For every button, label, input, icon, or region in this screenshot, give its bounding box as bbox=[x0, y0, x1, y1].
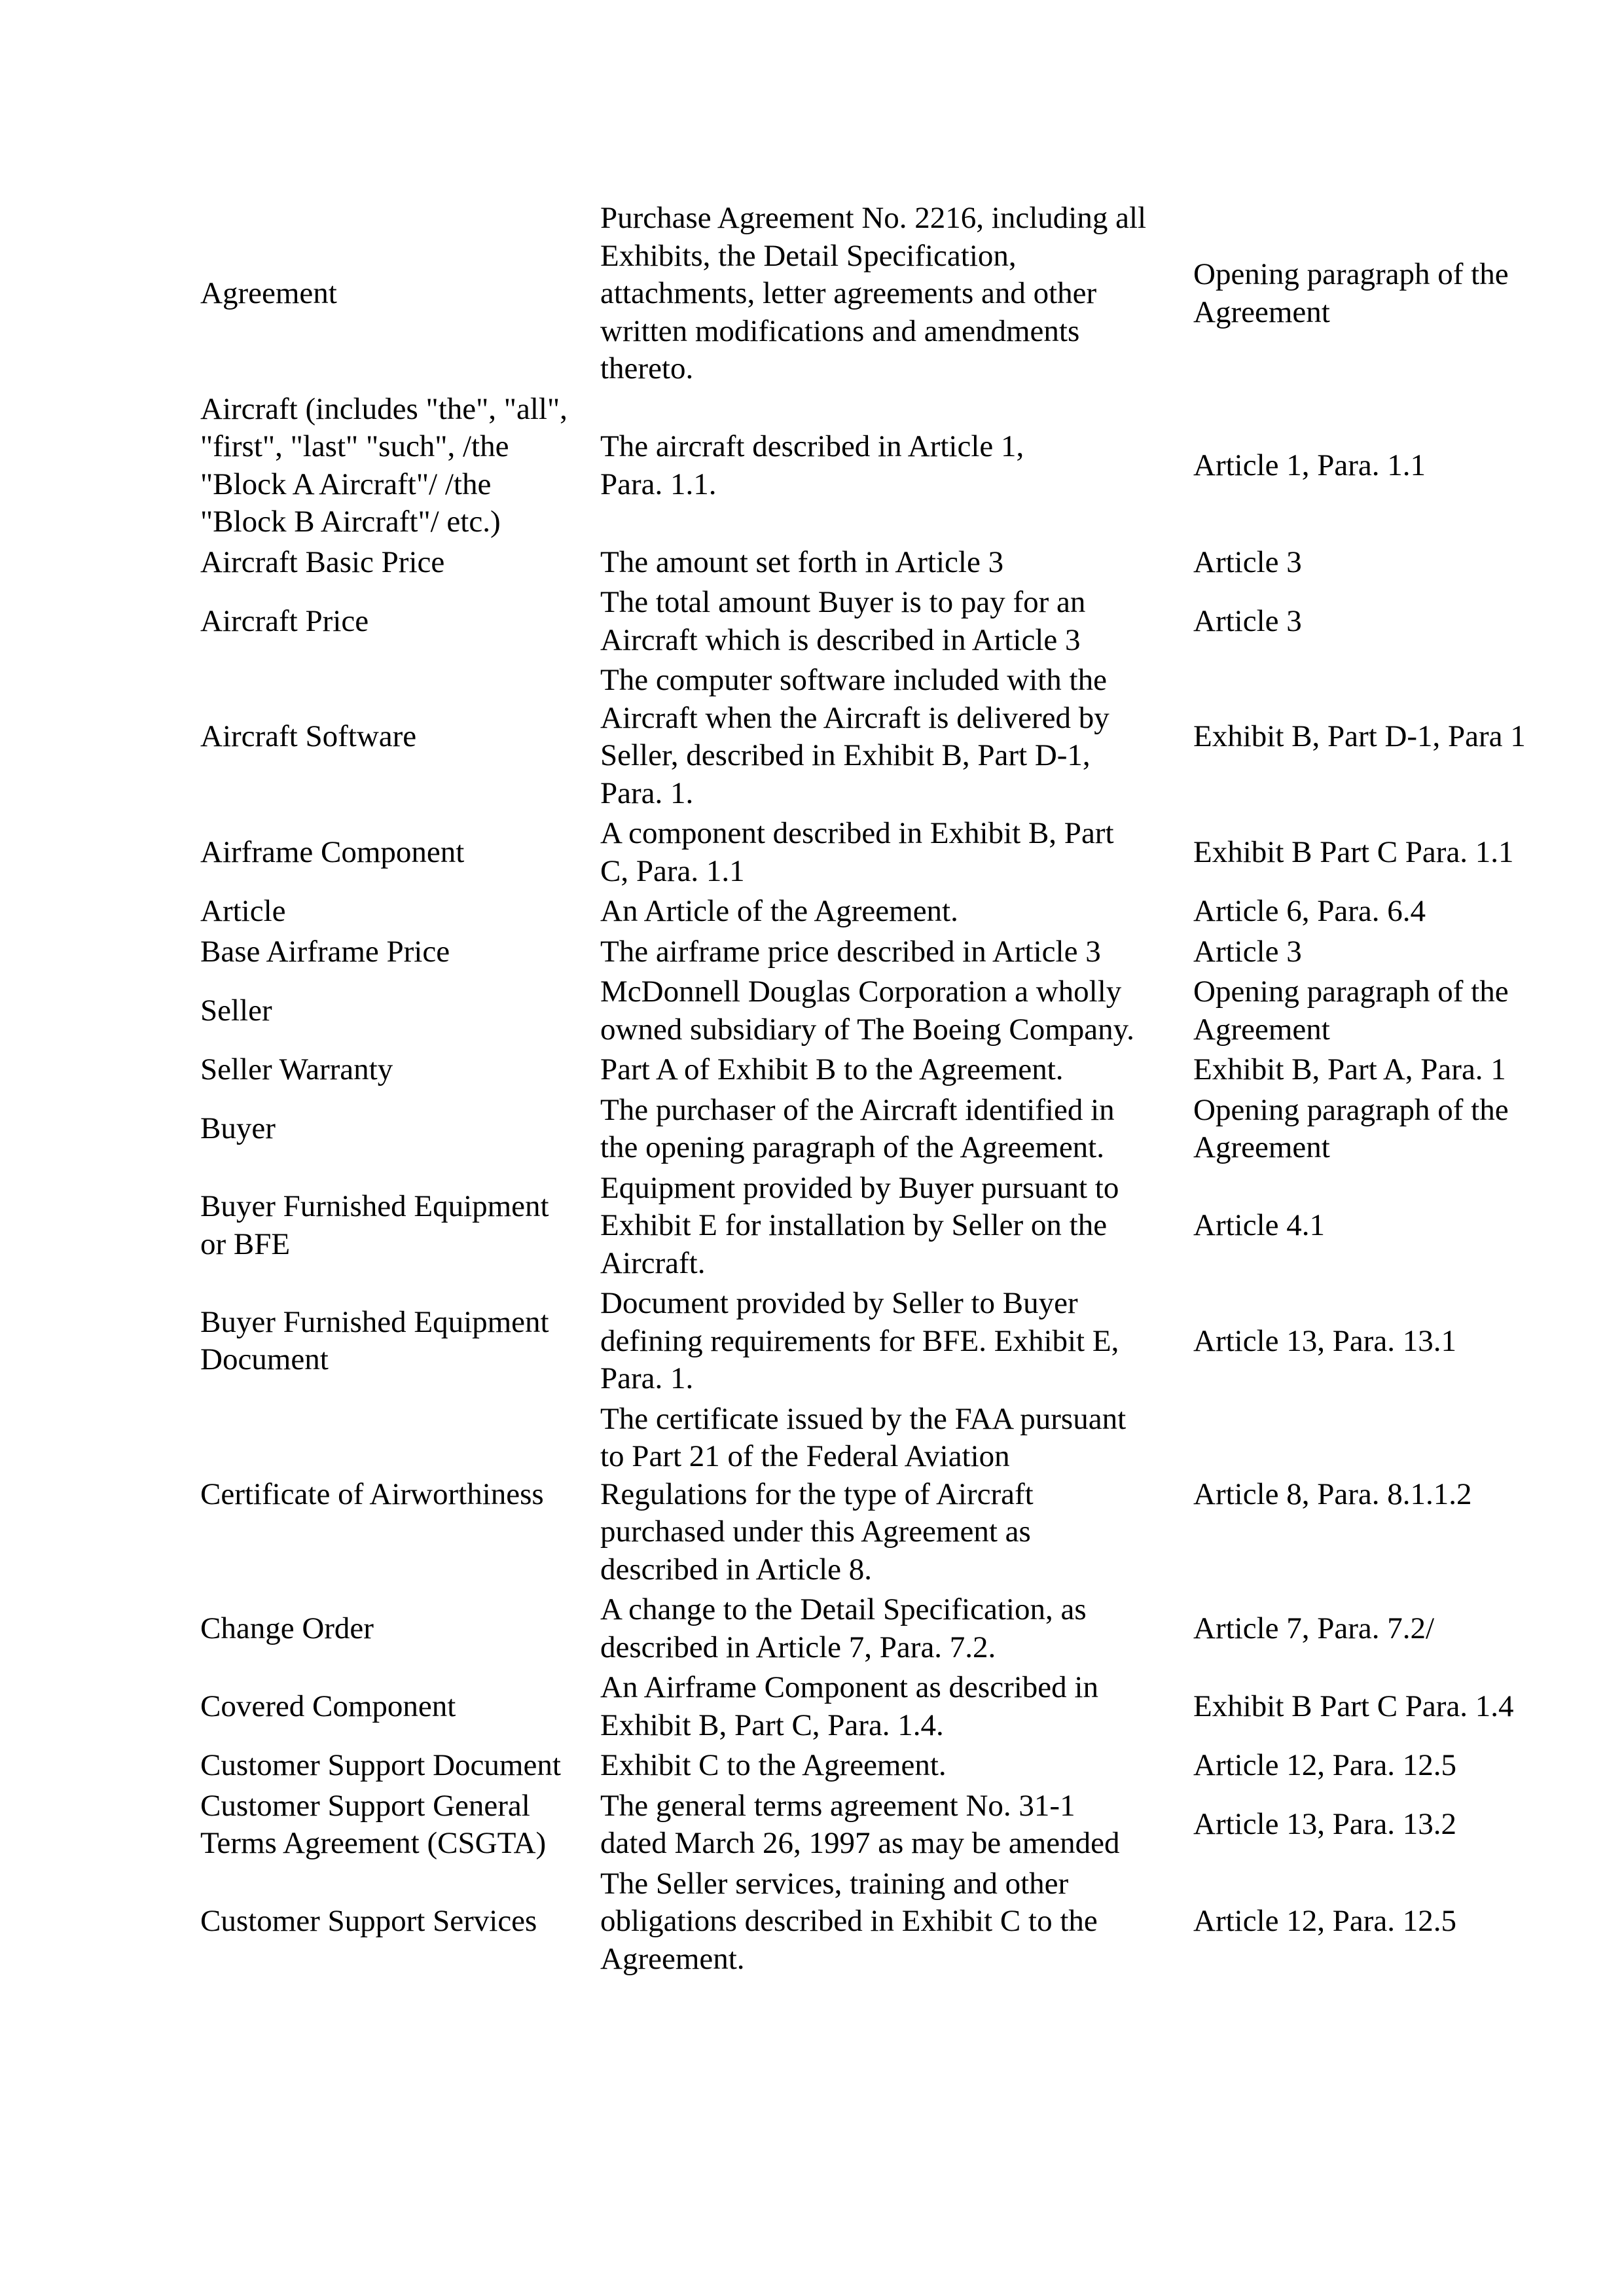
reference-text bbox=[1193, 932, 1542, 973]
definition-text-line: Seller, described in Exhibit B, Part D-1, bbox=[600, 738, 1091, 772]
definition-text-line: written modifications and amendments bbox=[600, 314, 1080, 348]
defined-term-line: Aircraft Basic Price bbox=[200, 545, 445, 579]
defined-term-line: Seller Warranty bbox=[200, 1052, 393, 1086]
reference-text-line: Article 13, Para. 13.2 bbox=[1193, 1807, 1457, 1842]
defined-term bbox=[200, 1746, 600, 1786]
reference-text-line: Article 3 bbox=[1193, 603, 1302, 638]
definition-row bbox=[200, 1746, 1542, 1786]
definition-row bbox=[200, 932, 1542, 973]
definition-row bbox=[200, 891, 1542, 932]
reference-text-line: Article 8, Para. 8.1.1.2 bbox=[1193, 1477, 1472, 1511]
definition-row bbox=[200, 1399, 1542, 1590]
definition-text-line: Para. 1. bbox=[600, 1361, 694, 1395]
reference-text-line: Article 13, Para. 13.1 bbox=[1193, 1323, 1457, 1358]
definition-text-line: Document provided by Seller to Buyer bbox=[600, 1286, 1078, 1320]
reference-text bbox=[1193, 1590, 1542, 1668]
definition-text bbox=[600, 1786, 1193, 1864]
reference-text bbox=[1193, 1399, 1542, 1590]
definition-text-line: Exhibit C to the Agreement. bbox=[600, 1748, 947, 1782]
definition-text-line: Exhibit E for installation by Seller on the bbox=[600, 1208, 1108, 1242]
definition-row bbox=[200, 660, 1542, 814]
reference-text bbox=[1193, 543, 1542, 583]
defined-term-line: Base Airframe Price bbox=[200, 934, 450, 969]
defined-term-line: Buyer Furnished Equipment bbox=[200, 1304, 549, 1339]
definition-text-line: Part A of Exhibit B to the Agreement. bbox=[600, 1052, 1064, 1086]
definition-text-line: to Part 21 of the Federal Aviation bbox=[600, 1439, 1010, 1473]
reference-text bbox=[1193, 814, 1542, 891]
reference-text bbox=[1193, 1283, 1542, 1399]
defined-term bbox=[200, 972, 600, 1050]
definition-text-line: described in Article 7, Para. 7.2. bbox=[600, 1630, 996, 1664]
reference-text-line: Agreement bbox=[1193, 295, 1330, 329]
defined-term-line: Article bbox=[200, 894, 286, 928]
reference-text bbox=[1193, 660, 1542, 814]
defined-term bbox=[200, 891, 600, 932]
definition-text-line: A change to the Detail Specification, as bbox=[600, 1592, 1087, 1626]
reference-text-line: Article 4.1 bbox=[1193, 1208, 1325, 1242]
reference-text-line: Article 3 bbox=[1193, 545, 1302, 579]
defined-term bbox=[200, 198, 600, 389]
definition-row bbox=[200, 389, 1542, 543]
definition-text-line: Purchase Agreement No. 2216, including all bbox=[600, 201, 1147, 235]
definition-row bbox=[200, 1786, 1542, 1864]
reference-text bbox=[1193, 1168, 1542, 1284]
definition-row bbox=[200, 198, 1542, 389]
definition-row bbox=[200, 1283, 1542, 1399]
definition-text bbox=[600, 1590, 1193, 1668]
definition-row bbox=[200, 814, 1542, 891]
definition-text-line: An Article of the Agreement. bbox=[600, 894, 958, 928]
definition-text-line: The Seller services, training and other bbox=[600, 1866, 1069, 1901]
definition-text-line: the opening paragraph of the Agreement. bbox=[600, 1130, 1104, 1164]
reference-text bbox=[1193, 1864, 1542, 1980]
definition-text bbox=[600, 1668, 1193, 1746]
defined-term bbox=[200, 1786, 600, 1864]
defined-term bbox=[200, 814, 600, 891]
defined-term bbox=[200, 1050, 600, 1090]
reference-text-line: Article 1, Para. 1.1 bbox=[1193, 448, 1426, 482]
defined-term bbox=[200, 1590, 600, 1668]
defined-term-line: Buyer bbox=[200, 1111, 276, 1146]
definition-text-line: purchased under this Agreement as bbox=[600, 1515, 1031, 1549]
reference-text-line: Opening paragraph of the bbox=[1193, 975, 1509, 1009]
defined-term-line: Customer Support Document bbox=[200, 1748, 561, 1782]
defined-term bbox=[200, 543, 600, 583]
definition-text-line: Exhibit B, Part C, Para. 1.4. bbox=[600, 1708, 944, 1742]
definition-row bbox=[200, 583, 1542, 660]
definition-text-line: attachments, letter agreements and other bbox=[600, 276, 1097, 310]
definition-text-line: Para. 1. bbox=[600, 776, 694, 810]
reference-text-line: Article 12, Para. 12.5 bbox=[1193, 1748, 1457, 1782]
defined-term-line: Aircraft Software bbox=[200, 719, 417, 754]
reference-text bbox=[1193, 1786, 1542, 1864]
definition-text bbox=[600, 972, 1193, 1050]
reference-text bbox=[1193, 389, 1542, 543]
defined-term bbox=[200, 1399, 600, 1590]
definition-text-line: Exhibits, the Detail Specification, bbox=[600, 238, 1017, 273]
reference-text bbox=[1193, 1668, 1542, 1746]
definition-text bbox=[600, 1283, 1193, 1399]
definition-text bbox=[600, 1864, 1193, 1980]
definition-row bbox=[200, 1668, 1542, 1746]
defined-term-line: "Block B Aircraft"/ etc.) bbox=[200, 505, 501, 539]
definition-text-line: defining requirements for BFE. Exhibit E, bbox=[600, 1323, 1119, 1358]
defined-term bbox=[200, 389, 600, 543]
reference-text-line: Agreement bbox=[1193, 1130, 1330, 1164]
defined-term-line: Covered Component bbox=[200, 1689, 456, 1723]
reference-text bbox=[1193, 1090, 1542, 1168]
defined-term bbox=[200, 1090, 600, 1168]
definition-text-line: Equipment provided by Buyer pursuant to bbox=[600, 1170, 1119, 1205]
reference-text-line: Exhibit B Part C Para. 1.1 bbox=[1193, 834, 1514, 869]
definition-text-line: Aircraft. bbox=[600, 1246, 706, 1280]
defined-term-line: "first", "last" "such", /the bbox=[200, 429, 509, 463]
defined-term bbox=[200, 660, 600, 814]
definition-text-line: Aircraft when the Aircraft is delivered by bbox=[600, 700, 1110, 735]
defined-term bbox=[200, 583, 600, 660]
reference-text-line: Article 3 bbox=[1193, 934, 1302, 969]
definitions-table bbox=[200, 198, 1542, 1979]
definition-row bbox=[200, 972, 1542, 1050]
definition-text-line: The total amount Buyer is to pay for an bbox=[600, 585, 1086, 619]
definition-text bbox=[600, 198, 1193, 389]
definition-row bbox=[200, 1590, 1542, 1668]
defined-term-line: Buyer Furnished Equipment bbox=[200, 1189, 549, 1224]
definition-text bbox=[600, 932, 1193, 973]
reference-text bbox=[1193, 972, 1542, 1050]
definition-text-line: An Airframe Component as described in bbox=[600, 1670, 1098, 1704]
definition-text bbox=[600, 389, 1193, 543]
reference-text-line: Opening paragraph of the bbox=[1193, 1092, 1509, 1127]
definition-text-line: The certificate issued by the FAA pursuant bbox=[600, 1401, 1127, 1436]
defined-term-line: Document bbox=[200, 1342, 329, 1377]
defined-term bbox=[200, 1668, 600, 1746]
reference-text bbox=[1193, 583, 1542, 660]
definition-text bbox=[600, 891, 1193, 932]
defined-term-line: Customer Support General bbox=[200, 1788, 530, 1823]
defined-term bbox=[200, 1864, 600, 1980]
reference-text-line: Article 7, Para. 7.2/ bbox=[1193, 1611, 1435, 1645]
defined-term-line: Agreement bbox=[200, 276, 337, 310]
definition-text-line: Para. 1.1. bbox=[600, 467, 717, 501]
defined-term bbox=[200, 1168, 600, 1284]
definition-text-line: obligations described in Exhibit C to the bbox=[600, 1904, 1098, 1938]
reference-text-line: Agreement bbox=[1193, 1012, 1330, 1047]
defined-term bbox=[200, 932, 600, 973]
reference-text bbox=[1193, 198, 1542, 389]
definition-text-line: thereto. bbox=[600, 351, 694, 386]
definition-row bbox=[200, 1864, 1542, 1980]
reference-text-line: Article 6, Para. 6.4 bbox=[1193, 894, 1426, 928]
reference-text bbox=[1193, 891, 1542, 932]
definition-text-line: The general terms agreement No. 31-1 bbox=[600, 1788, 1075, 1823]
definition-text bbox=[600, 1399, 1193, 1590]
definition-row bbox=[200, 543, 1542, 583]
defined-term-line: Seller bbox=[200, 993, 272, 1028]
defined-term-line: Change Order bbox=[200, 1611, 374, 1645]
definition-text-line: dated March 26, 1997 as may be amended bbox=[600, 1826, 1120, 1860]
definition-text-line: The purchaser of the Aircraft identified in bbox=[600, 1092, 1115, 1127]
definition-row bbox=[200, 1168, 1542, 1284]
definition-text-line: Agreement. bbox=[600, 1941, 745, 1976]
defined-term-line: Terms Agreement (CSGTA) bbox=[200, 1826, 547, 1860]
definition-text bbox=[600, 1050, 1193, 1090]
defined-term-line: Airframe Component bbox=[200, 834, 465, 869]
definition-text bbox=[600, 1168, 1193, 1284]
reference-text-line: Exhibit B Part C Para. 1.4 bbox=[1193, 1689, 1514, 1723]
reference-text bbox=[1193, 1050, 1542, 1090]
definition-text-line: The airframe price described in Article 3 bbox=[600, 934, 1101, 969]
definition-text-line: The computer software included with the bbox=[600, 663, 1107, 697]
definition-text-line: Regulations for the type of Aircraft bbox=[600, 1477, 1034, 1511]
reference-text-line: Opening paragraph of the bbox=[1193, 257, 1509, 292]
definition-row bbox=[200, 1090, 1542, 1168]
reference-text-line: Exhibit B, Part D-1, Para 1 bbox=[1193, 719, 1526, 754]
definition-text-line: McDonnell Douglas Corporation a wholly bbox=[600, 975, 1122, 1009]
definition-text-line: owned subsidiary of The Boeing Company. bbox=[600, 1012, 1134, 1047]
reference-text-line: Exhibit B, Part A, Para. 1 bbox=[1193, 1052, 1506, 1086]
definition-text bbox=[600, 543, 1193, 583]
definition-text-line: The aircraft described in Article 1, bbox=[600, 429, 1024, 463]
reference-text-line: Article 12, Para. 12.5 bbox=[1193, 1904, 1457, 1938]
definitions-table-body bbox=[200, 198, 1542, 1979]
definition-text-line: Aircraft which is described in Article 3 bbox=[600, 622, 1081, 657]
defined-term-line: "Block A Aircraft"/ /the bbox=[200, 467, 492, 501]
reference-text bbox=[1193, 1746, 1542, 1786]
definition-row bbox=[200, 1050, 1542, 1090]
definition-text-line: A component described in Exhibit B, Part bbox=[600, 816, 1114, 850]
defined-term-line: Aircraft (includes "the", "all", bbox=[200, 391, 568, 426]
definition-text-line: The amount set forth in Article 3 bbox=[600, 545, 1004, 579]
defined-term-line: or BFE bbox=[200, 1227, 291, 1261]
defined-term-line: Customer Support Services bbox=[200, 1904, 537, 1938]
definition-text bbox=[600, 814, 1193, 891]
definition-text bbox=[600, 1090, 1193, 1168]
definition-text-line: described in Article 8. bbox=[600, 1552, 873, 1587]
defined-term-line: Aircraft Price bbox=[200, 603, 369, 638]
defined-term-line: Certificate of Airworthiness bbox=[200, 1477, 544, 1511]
defined-term bbox=[200, 1283, 600, 1399]
definition-text bbox=[600, 1746, 1193, 1786]
definition-text bbox=[600, 583, 1193, 660]
definition-text-line: C, Para. 1.1 bbox=[600, 853, 745, 888]
definition-text bbox=[600, 660, 1193, 814]
